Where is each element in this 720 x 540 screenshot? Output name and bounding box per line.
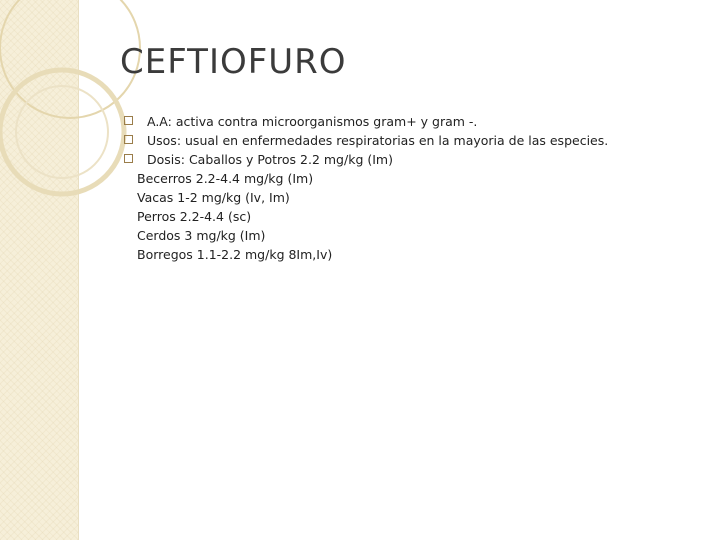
square-bullet-icon — [124, 154, 133, 163]
dosage-line: Borregos 1.1-2.2 mg/kg 8Im,Iv) — [137, 247, 333, 262]
dosage-line: Becerros 2.2-4.4 mg/kg (Im) — [137, 171, 314, 186]
ring-outer — [0, 70, 124, 194]
dosage-line: Perros 2.2-4.4 (sc) — [137, 209, 252, 224]
dosage-line: Cerdos 3 mg/kg (Im) — [137, 228, 266, 243]
bullet-text: Usos: usual en enfermedades respiratorias en la mayoria de las especies. — [147, 133, 609, 148]
slide-title: CEFTIOFURO — [120, 42, 347, 82]
square-bullet-icon — [124, 116, 133, 125]
bullet-text: Dosis: Caballos y Potros 2.2 mg/kg (Im) — [147, 152, 393, 167]
bullet-text: A.A: activa contra microorganismos gram+ y gram -. — [147, 114, 478, 129]
slide-body — [124, 112, 704, 264]
bullet-item — [124, 131, 704, 150]
bullet-item — [124, 112, 704, 131]
square-bullet-icon — [124, 135, 133, 144]
ring-inner — [16, 86, 108, 178]
dosage-line: Vacas 1-2 mg/kg (Iv, Im) — [137, 190, 290, 205]
ring-top — [0, 0, 140, 118]
bullet-item — [124, 150, 704, 169]
